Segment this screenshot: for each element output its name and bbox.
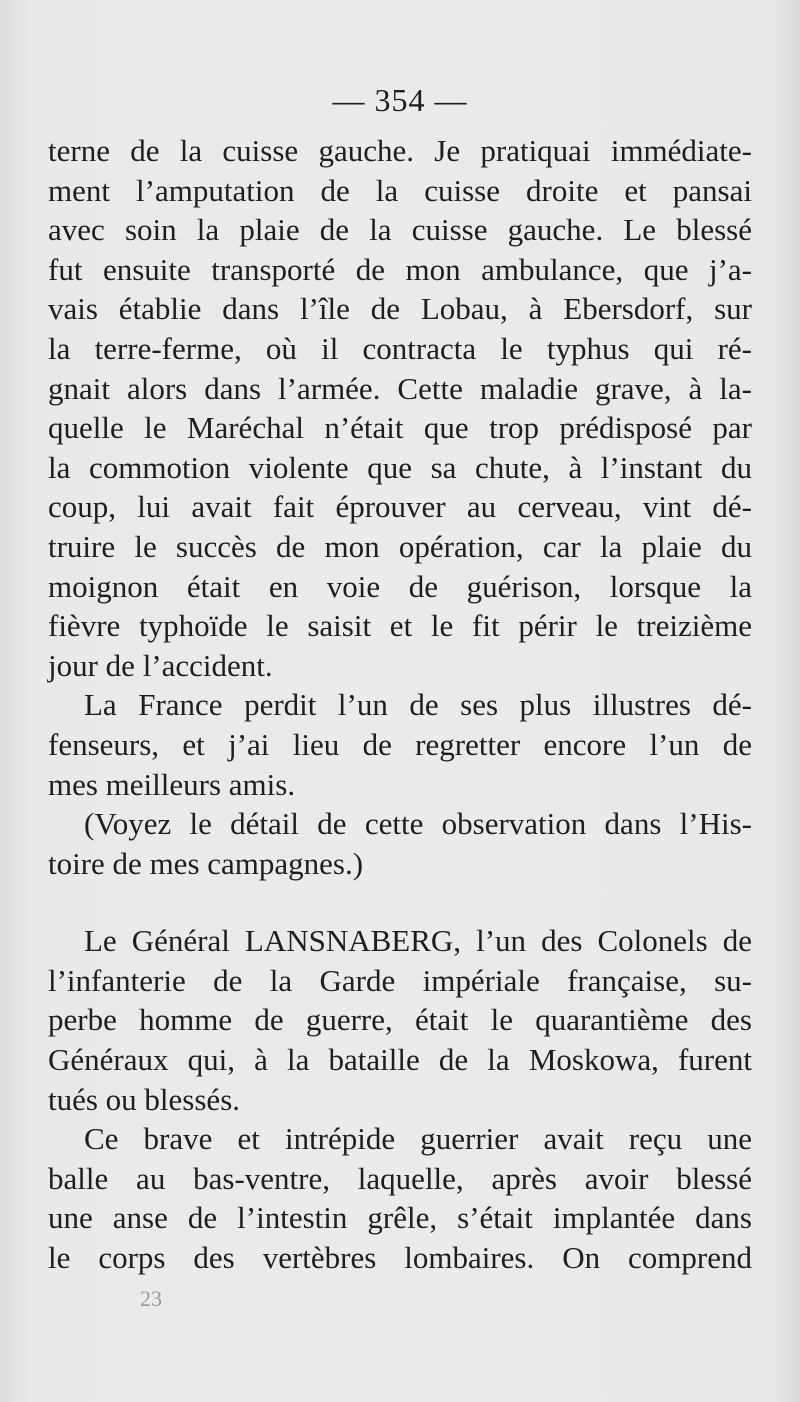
text-line: balle au bas-ventre, laquelle, après avoir blessé xyxy=(48,1160,752,1196)
text-line: toire de mes campagnes.) xyxy=(48,845,364,881)
text-line: truire le succès de mon opération, car la plaie du xyxy=(48,528,752,564)
text-line: mes meilleurs amis. xyxy=(48,766,296,802)
text-line: gnait alors dans l’armée. Cette maladie grave, à la- xyxy=(48,370,752,406)
text-line: perbe homme de guerre, était le quarantième des xyxy=(48,1002,752,1038)
text-line: la terre-ferme, où il contracta le typhus qui ré- xyxy=(48,330,752,366)
text-line: fenseurs, et j’ai lieu de regretter encore l’un de xyxy=(48,726,752,762)
text-line: coup, lui avait fait éprouver au cerveau, vint dé- xyxy=(48,489,752,525)
text-line: Généraux qui, à la bataille de la Moskowa, furent xyxy=(48,1042,752,1078)
text-line: terne de la cuisse gauche. Je pratiquai immédiate- xyxy=(48,133,752,168)
text-line: La France perdit l’un de ses plus illustres dé- xyxy=(84,687,752,723)
text-line: une anse de l’intestin grêle, s’était implantée dans xyxy=(48,1200,752,1236)
text-line: avec soin la plaie de la cuisse gauche. Le blessé xyxy=(48,212,752,248)
text-line: Le Général LANSNABERG, l’un des Colonels de xyxy=(84,923,752,959)
text-line: jour de l’accident. xyxy=(48,647,273,683)
text-line: (Voyez le détail de cette observation dans l’His- xyxy=(84,806,752,842)
text-line: quelle le Maréchal n’était que trop prédisposé par xyxy=(48,410,752,446)
text-line: vais établie dans l’île de Lobau, à Ebersdorf, sur xyxy=(48,291,752,327)
text-line: fièvre typhoïde le saisit et le fit périr le treizième xyxy=(48,608,752,644)
text-line: fut ensuite transporté de mon ambulance, que j’a- xyxy=(48,251,752,287)
text-line: le corps des vertèbres lombaires. On comprend xyxy=(48,1240,752,1276)
text-line: ment l’amputation de la cuisse droite et pansai xyxy=(48,172,752,208)
text-line: tués ou blessés. xyxy=(48,1081,241,1117)
page-number: — 354 — xyxy=(332,82,468,118)
text-line: Ce brave et intrépide guerrier avait reçu une xyxy=(84,1121,752,1157)
printer-signature: 23 xyxy=(140,1286,162,1311)
body-text xyxy=(48,131,752,1278)
text-line: l’infanterie de la Garde impériale française, su- xyxy=(48,962,752,998)
text-line: moignon était en voie de guérison, lorsque la xyxy=(48,568,752,604)
paragraph-gap xyxy=(48,883,752,921)
text-line: la commotion violente que sa chute, à l’instant du xyxy=(48,449,752,485)
